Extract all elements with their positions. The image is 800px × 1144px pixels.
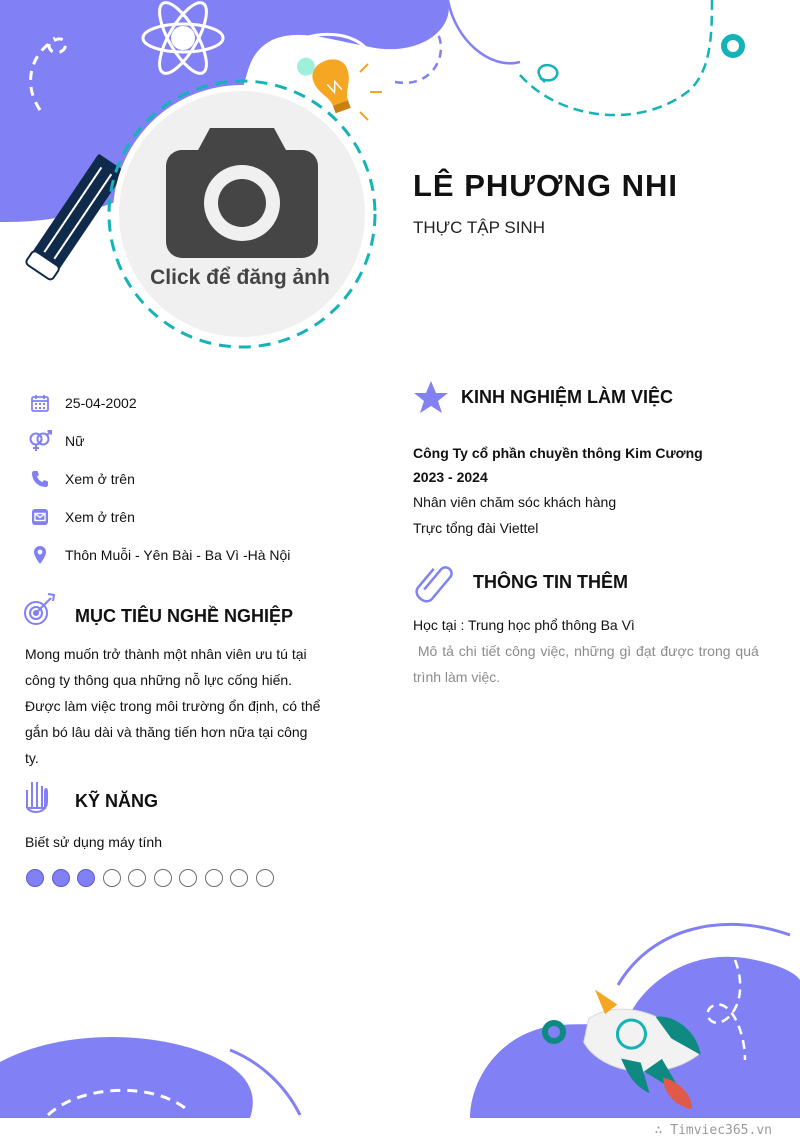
contact-phone bbox=[28, 460, 358, 498]
skill-dot-empty bbox=[256, 869, 274, 887]
email-icon bbox=[28, 505, 52, 529]
watermark: ∴ Timviec365.vn bbox=[654, 1123, 772, 1138]
skill-dot-empty bbox=[205, 869, 223, 887]
skill-dot-filled bbox=[26, 869, 44, 887]
contact-value: 25-04-2002 bbox=[65, 395, 137, 411]
experience-position: Nhân viên chăm sóc khách hàng bbox=[413, 494, 617, 510]
contact-value: Thôn Muỗi - Yên Bài - Ba Vì -Hà Nội bbox=[65, 547, 291, 563]
experience-title: KINH NGHIỆM LÀM VIỆC bbox=[461, 387, 674, 407]
objective-line: Mong muốn trở thành một nhân viên ưu tú tại bbox=[25, 646, 307, 662]
skill-dot-empty bbox=[103, 869, 121, 887]
paperclip-icon bbox=[413, 561, 453, 604]
contact-address bbox=[28, 536, 358, 574]
objective-line: công ty thông qua những nỗ lực cống hiến. bbox=[25, 672, 293, 688]
target-icon bbox=[25, 594, 54, 624]
experience-company: Công Ty cổ phần chuyền thông Kim Cương bbox=[413, 445, 703, 461]
additional-entry bbox=[413, 612, 769, 690]
skill-dot-empty bbox=[128, 869, 146, 887]
skill-rating bbox=[26, 869, 274, 887]
experience-detail: Trực tổng đài Viettel bbox=[413, 520, 539, 536]
hand-icon bbox=[27, 782, 47, 812]
skill-dot-filled bbox=[77, 869, 95, 887]
contact-value: Nữ bbox=[65, 433, 85, 449]
contact-value: Xem ở trên bbox=[65, 509, 135, 525]
contact-list bbox=[28, 384, 358, 574]
gender-icon bbox=[28, 429, 52, 453]
additional-description: Mô tả chi tiết công việc, những gì đạt được trong quá bbox=[413, 643, 759, 659]
location-pin-icon bbox=[28, 543, 52, 567]
skill-dot-filled bbox=[52, 869, 70, 887]
experience-entry bbox=[413, 441, 783, 541]
calendar-icon bbox=[28, 391, 52, 415]
objective-title: MỤC TIÊU NGHỀ NGHIỆP bbox=[75, 606, 294, 626]
experience-period: 2023 - 2024 bbox=[413, 469, 488, 485]
additional-line: Học tại : Trung học phổ thông Ba Vì bbox=[413, 617, 635, 633]
skill-dot-empty bbox=[154, 869, 172, 887]
candidate-role: THỰC TẬP SINH bbox=[413, 218, 545, 237]
photo-upload-prompt[interactable]: Click để đăng ảnh bbox=[150, 266, 330, 289]
skill-name: Biết sử dụng máy tính bbox=[25, 834, 162, 850]
additional-description: trình làm việc. bbox=[413, 669, 501, 685]
contact-email bbox=[28, 498, 358, 536]
contact-birthdate bbox=[28, 384, 358, 422]
contact-value: Xem ở trên bbox=[65, 471, 135, 487]
objective-text bbox=[25, 641, 325, 771]
contact-gender bbox=[28, 422, 358, 460]
objective-line: Được làm việc trong môi trường ổn định, có thể bbox=[25, 698, 321, 714]
objective-line: gắn bó lâu dài và thăng tiến hơn nữa tại công bbox=[25, 724, 308, 740]
objective-line: ty. bbox=[25, 750, 39, 766]
phone-icon bbox=[28, 467, 52, 491]
skills-title: KỸ NĂNG bbox=[75, 791, 159, 811]
skill-dot-empty bbox=[230, 869, 248, 887]
star-icon bbox=[414, 381, 448, 413]
skill-dot-empty bbox=[179, 869, 197, 887]
additional-title: THÔNG TIN THÊM bbox=[473, 572, 628, 592]
candidate-name: LÊ PHƯƠNG NHI bbox=[413, 168, 678, 203]
